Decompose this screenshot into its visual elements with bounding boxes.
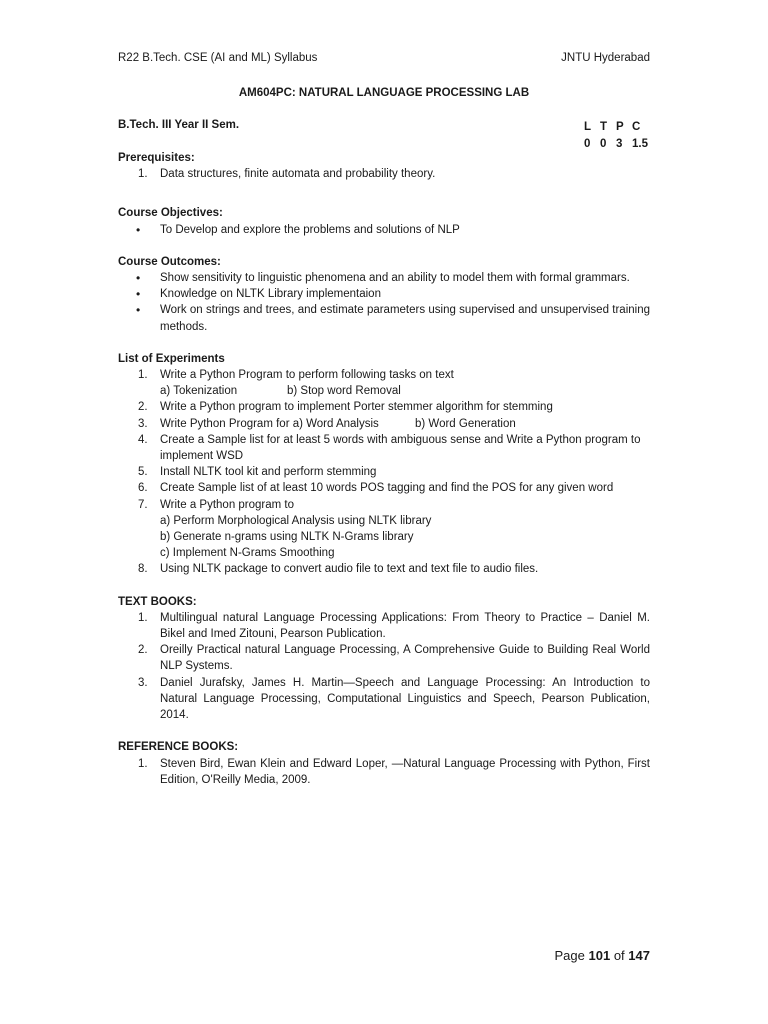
experiment-subtask: c) Implement N-Grams Smoothing	[160, 547, 335, 560]
experiment-text: Using NLTK package to convert audio file to text and text file to audio files.	[160, 563, 539, 576]
bullet-icon: •	[136, 287, 141, 302]
header-left: R22 B.Tech. CSE (AI and ML) Syllabus	[118, 52, 318, 64]
ltpc-label-c: C	[632, 121, 641, 133]
ltpc-value-t: 0	[600, 138, 607, 150]
page-number	[555, 948, 651, 963]
semester-label: B.Tech. III Year II Sem.	[118, 119, 240, 131]
list-item: 1. Steven Bird, Ewan Klein and Edward Loper, —Natural Language Processing with Python, First Edition, O'Reilly Media, 2009.	[138, 757, 650, 786]
ltpc-value-c: 1.5	[632, 138, 648, 150]
outcomes-section	[118, 254, 650, 335]
prerequisites-heading: Prerequisites:	[118, 152, 195, 164]
page-number-total: 147	[628, 948, 650, 963]
experiments-list	[118, 367, 650, 578]
list-item	[118, 302, 650, 334]
list-item: 7. Write a Python program to a) Perform Morphological Analysis using NLTK library b) Generate n-grams using NLTK N-Grams library c) Implement N-Grams Smoothing	[118, 497, 650, 562]
list-item: 5. Install NLTK tool kit and perform stemming	[138, 466, 377, 479]
textbooks-heading: TEXT BOOKS:	[118, 595, 197, 608]
experiment-subtask: b) Word Generation	[415, 417, 516, 430]
outcome-text: Show sensitivity to linguistic phenomena and an ability to model them with formal grammars.	[160, 272, 630, 285]
ltpc-table	[584, 119, 650, 153]
ltpc-value-p: 3	[616, 138, 623, 150]
ltpc-value-l: 0	[584, 138, 591, 150]
experiment-subtask: b) Generate n-grams using NLTK N-Grams library	[160, 531, 414, 544]
references-list	[118, 756, 650, 788]
experiment-text: Write a Python Program to perform following tasks on text	[160, 369, 454, 382]
list-item: 1. Data structures, finite automata and probability theory.	[138, 168, 436, 181]
experiment-text: Write a Python program to implement Porter stemmer algorithm for stemming	[160, 401, 553, 414]
prerequisites-section	[118, 150, 650, 182]
bullet-icon: •	[136, 271, 141, 286]
textbook-text: Daniel Jurafsky, James H. Martin—Speech and Language Processing: An Introduction to Natural Language Processing, Computational Linguistics and Speech, Pearson Publication, 2014.	[160, 676, 650, 722]
list-item: 2. Write a Python program to implement Porter stemmer algorithm for stemming	[138, 401, 553, 414]
objectives-heading: Course Objectives:	[118, 207, 223, 220]
outcomes-heading: Course Outcomes:	[118, 255, 221, 268]
experiment-text: Create Sample list of at least 10 words POS tagging and find the POS for any given word	[160, 482, 614, 495]
references-section	[118, 739, 650, 788]
textbooks-list	[118, 610, 650, 723]
header-right: JNTU Hyderabad	[561, 52, 650, 64]
reference-text: Steven Bird, Ewan Klein and Edward Loper, —Natural Language Processing with Python, First Edition, O'Reilly Media, 2009.	[160, 757, 650, 786]
page-header	[118, 52, 650, 64]
page-number-sep: of	[613, 948, 625, 963]
bullet-icon: •	[136, 222, 141, 237]
list-item	[118, 222, 650, 238]
references-heading: REFERENCE BOOKS:	[118, 741, 239, 754]
objectives-list	[118, 222, 650, 238]
list-item: 8. Using NLTK package to convert audio file to text and text file to audio files.	[138, 563, 539, 576]
semester-row	[118, 119, 650, 150]
objective-text: To Develop and explore the problems and solutions of NLP	[160, 223, 460, 236]
list-item: 2. Oreilly Practical natural Language Processing, A Comprehensive Guide to Building Real World NLP Systems.	[138, 644, 650, 673]
experiment-text: Create a Sample list for at least 5 words with ambiguous sense and Write a Python program to implement WSD	[160, 433, 641, 463]
list-item: 3. Write Python Program for a) Word Analysis b) Word Generation	[118, 416, 650, 432]
experiments-section	[118, 351, 650, 578]
list-item: 1. Multilingual natural Language Processing Applications: From Theory to Practice – Daniel M. Bikel and Imed Zitouni, Pearson Publication.	[138, 611, 650, 641]
ltpc-label-l: L	[584, 121, 592, 133]
list-item	[118, 286, 650, 302]
prerequisite-text: Data structures, finite automata and probability theory.	[160, 168, 436, 181]
list-item: 4. Create a Sample list for at least 5 words with ambiguous sense and Write a Python program to implement WSD	[138, 433, 641, 463]
bullet-icon: •	[136, 303, 141, 318]
list-item	[118, 270, 650, 286]
ltpc-label-p: P	[616, 121, 624, 133]
course-title: AM604PC: NATURAL LANGUAGE PROCESSING LAB	[238, 87, 530, 99]
experiment-subtask: a) Perform Morphological Analysis using NLTK library	[160, 514, 432, 527]
ltpc-label-t: T	[600, 121, 608, 133]
experiment-text: Write Python Program for a) Word Analysis	[160, 417, 379, 430]
syllabus-page	[118, 0, 650, 1024]
list-item: 1. Write a Python Program to perform following tasks on text a) Tokenization b) Stop word Removal	[118, 367, 650, 399]
textbooks-section	[118, 594, 650, 724]
outcomes-list	[118, 270, 650, 335]
outcome-text: Knowledge on NLTK Library implementaion	[160, 288, 381, 301]
textbook-text: Oreilly Practical natural Language Processing, A Comprehensive Guide to Building Real World NLP Systems.	[160, 644, 650, 673]
experiment-text: Install NLTK tool kit and perform stemming	[160, 466, 377, 479]
textbook-text: Multilingual natural Language Processing Applications: From Theory to Practice – Daniel M. Bikel and Imed Zitouni, Pearson Publication.	[160, 611, 650, 641]
prerequisites-list	[118, 166, 650, 182]
experiments-heading: List of Experiments	[118, 352, 225, 365]
outcome-text: Work on strings and trees, and estimate parameters using supervised and unsupervised training methods.	[160, 304, 650, 333]
objectives-section	[118, 205, 650, 237]
experiment-subtask: a) Tokenization	[160, 385, 238, 398]
syllabus-content	[118, 150, 650, 804]
page-number-prefix: Page	[554, 948, 585, 963]
page-number-current: 101	[588, 948, 611, 963]
experiment-subtask: b) Stop word Removal	[287, 385, 401, 398]
ltpc-labels	[584, 119, 650, 136]
list-item: 6. Create Sample list of at least 10 words POS tagging and find the POS for any given word	[138, 482, 614, 495]
list-item: 3. Daniel Jurafsky, James H. Martin—Speech and Language Processing: An Introduction to Natural Language Processing, Computational Linguistics and Speech, Pearson Publication, 2014.	[138, 676, 650, 722]
experiment-text: Write a Python program to	[160, 498, 295, 511]
